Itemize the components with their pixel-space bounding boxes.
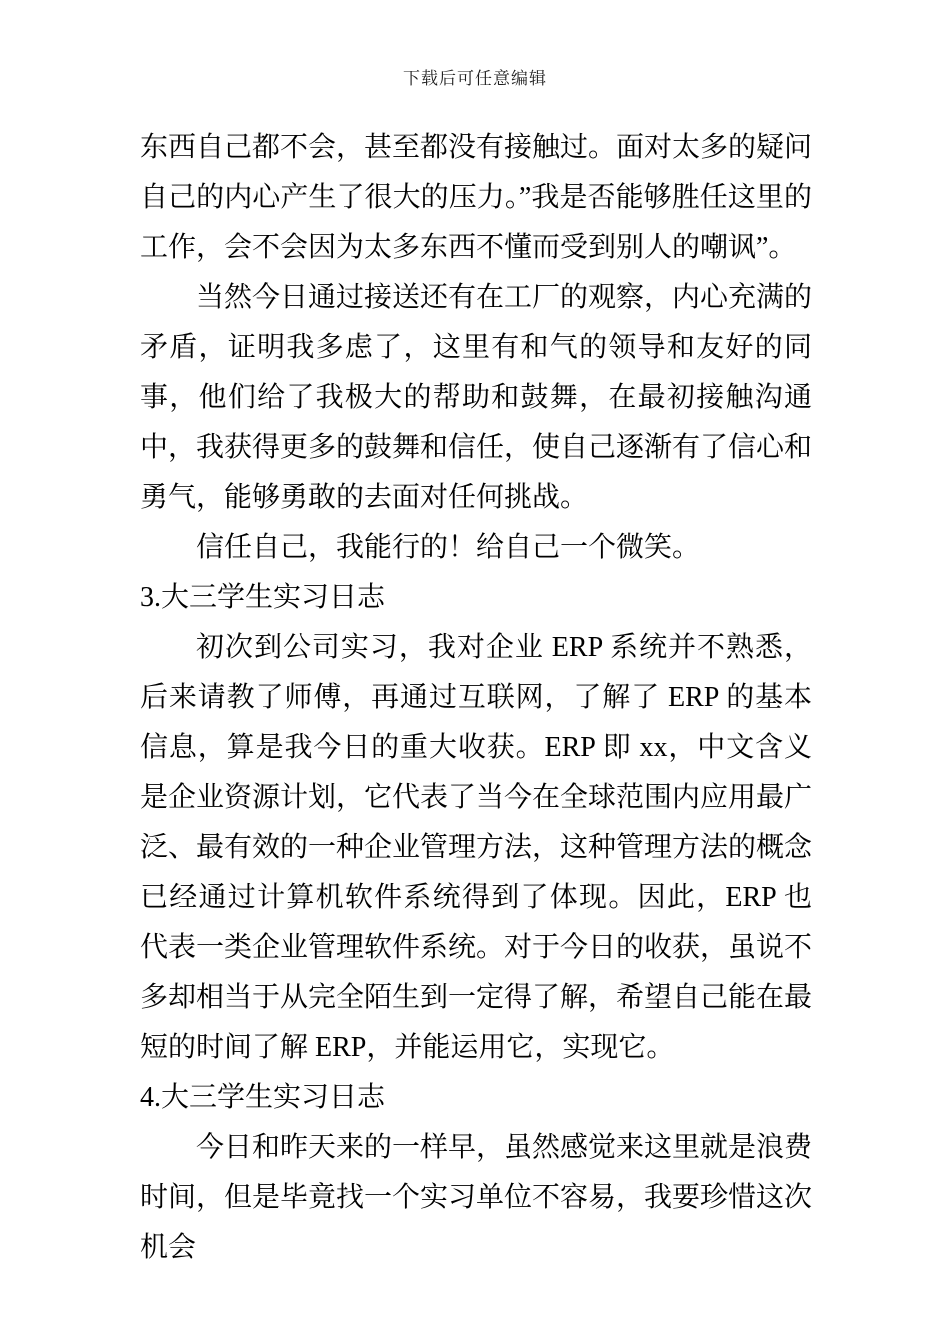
paragraph: 信任自己，我能行的！给自己一个微笑。 (196, 532, 701, 563)
paragraph: 当然今日通过接送还有在工厂的观察，内心充满的矛盾，证明我多虑了，这里有和气的领导和友好的同事，他们给了我极大的帮助和鼓舞，在最初接触沟通中，我获得更多的鼓舞和信任，使自己逐渐有了信心和勇气，能够勇敢的去面对任何挑战。 (140, 282, 813, 513)
paragraph: 东西自己都不会，甚至都没有接触过。面对太多的疑问自己的内心产生了很大的压力。”我是否能够胜任这里的工作，会不会因为太多东西不懂而受到别人的嘲讽”。 (140, 132, 813, 263)
page-header-watermark: 下载后可任意编辑 (403, 69, 547, 88)
paragraph: 今日和昨天来的一样早，虽然感觉来这里就是浪费时间，但是毕竟找一个实习单位不容易，我要珍惜这次机会 (140, 1132, 813, 1263)
section-heading: 4.大三学生实习日志 (140, 1082, 386, 1113)
section-heading: 3.大三学生实习日志 (140, 582, 386, 613)
paragraph: 初次到公司实习，我对企业 ERP 系统并不熟悉，后来请教了师傅，再通过互联网，了解了 ERP 的基本信息，算是我今日的重大收获。ERP 即 xx，中文含义是企业资源计划，它代表了当今在全球范围内应用最广泛、最有效的一种企业管理方法，这种管理方法的概念已经通过计算机软件系统得到了体现。因此，ERP 也代表一类企业管理软件系统。对于今日的收获，虽说不多却相当于从完全陌生到一定得了解，希望自己能在最短的时间了解 ERP，并能运用它，实现它。 (140, 632, 813, 1063)
document-body (140, 123, 812, 1273)
